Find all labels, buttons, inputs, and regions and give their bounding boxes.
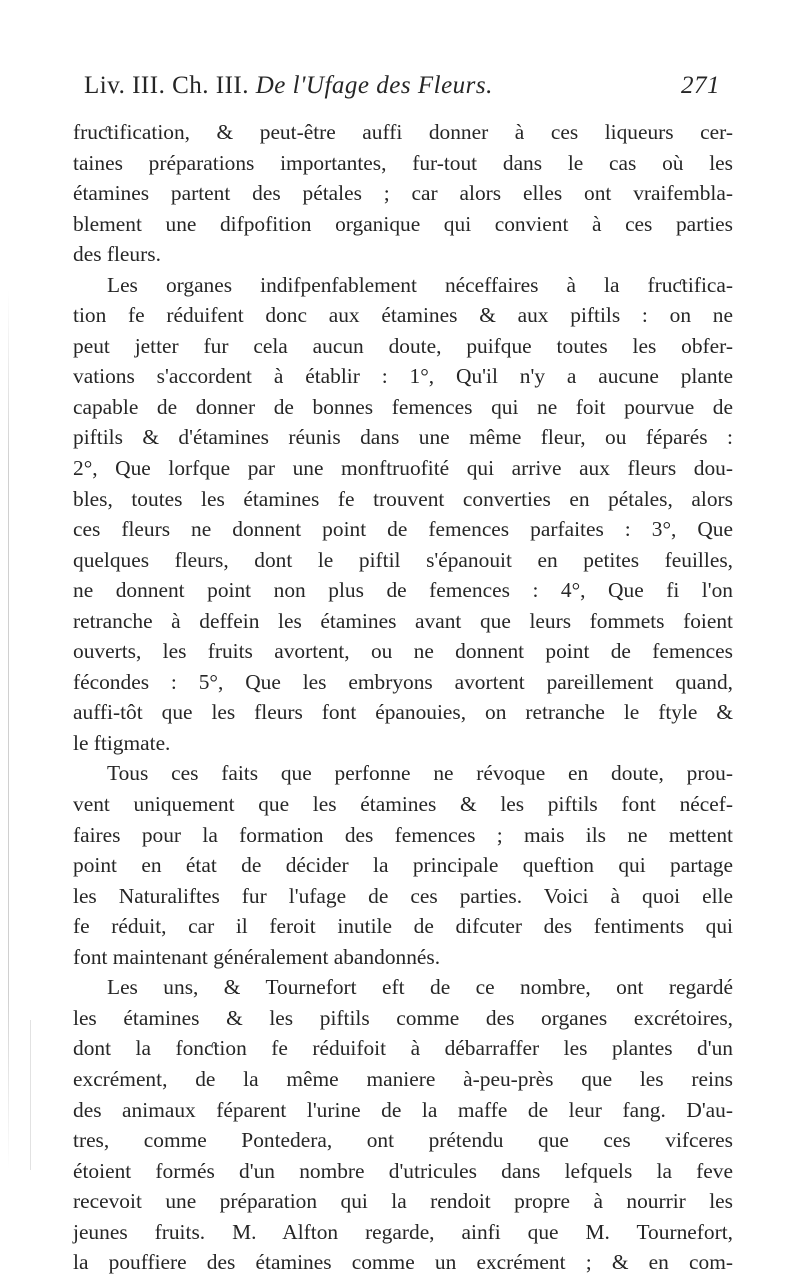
text-line: bles, toutes les étamines fe trouvent converties en pétales, alors — [73, 486, 733, 511]
text-line: excrément, de la même maniere à-peu-près que les reins — [73, 1066, 733, 1091]
text-line: capable de donner de bonnes femences qui ne foit pourvue de — [73, 394, 733, 419]
text-line: ces fleurs ne donnent point de femences parfaites : 3°, Que — [73, 517, 733, 542]
text-line: tres, comme Pontedera, ont prétendu que ces vifceres — [73, 1128, 733, 1153]
running-head-prefix: Liv. III. Ch. III. — [84, 72, 256, 99]
text-line: point en état de décider la principale queftion qui partage — [73, 853, 733, 878]
text-line: ouverts, les fruits avortent, ou ne donnent point de femences — [73, 639, 733, 664]
text-line: taines préparations importantes, fur-tout dans le cas où les — [73, 150, 733, 175]
text-line: Les organes indifpenfablement néceffaires à la fruƈtifica- — [107, 272, 733, 297]
text-line: des fleurs. — [73, 242, 161, 267]
text-line: tion fe réduifent donc aux étamines & aux piftils : on ne — [73, 303, 733, 328]
text-line: étamines partent des pétales ; car alors elles ont vraifembla- — [73, 181, 733, 206]
text-line: la pouffiere des étamines comme un excrément ; & en com- — [73, 1250, 733, 1275]
binding-shadow-lower — [30, 1020, 31, 1170]
text-line: étoient formés d'un nombre d'utricules dans lefquels la feve — [73, 1158, 733, 1183]
text-line: recevoit une préparation qui la rendoit propre à nourrir les — [73, 1189, 733, 1214]
text-line: le ftigmate. — [73, 730, 171, 755]
text-line: jeunes fruits. M. Alfton regarde, ainfi que M. Tournefort, — [73, 1219, 733, 1244]
text-line: auffi-tôt que les fleurs font épanouies, on retranche le ftyle & — [73, 700, 733, 725]
body-text — [73, 117, 733, 1278]
text-line: fécondes : 5°, Que les embryons avortent pareillement quand, — [73, 669, 733, 694]
text-line: font maintenant généralement abandonnés. — [73, 944, 441, 969]
binding-shadow — [8, 290, 9, 1170]
running-head-text — [84, 72, 493, 100]
running-head — [84, 72, 724, 108]
text-line: faires pour la formation des femences ; mais ils ne mettent — [73, 822, 733, 847]
text-line: fe réduit, car il feroit inutile de difcuter des fentiments qui — [73, 914, 733, 939]
text-line: ne donnent point non plus de femences : 4°, Que fi l'on — [73, 578, 733, 603]
text-line: peut jetter fur cela aucun doute, puifque toutes les obfer- — [73, 333, 733, 358]
page-number: 271 — [681, 72, 720, 99]
text-line: vations s'accordent à établir : 1°, Qu'il n'y a aucune plante — [73, 364, 733, 389]
text-line: Tous ces faits que perfonne ne révoque en doute, prou- — [107, 761, 733, 786]
text-line: les étamines & les piftils comme des organes excrétoires, — [73, 1005, 733, 1030]
text-line: Les uns, & Tournefort eft de ce nombre, ont regardé — [107, 975, 733, 1000]
text-line: retranche à deffein les étamines avant que leurs fommets foient — [73, 608, 733, 633]
text-line: 2°, Que lorfque par une monftruofité qui arrive aux fleurs dou- — [73, 456, 733, 481]
text-line: dont la fonƈtion fe réduifoit à débarraffer les plantes d'un — [73, 1036, 733, 1061]
text-line: les Naturaliftes fur l'ufage de ces parties. Voici à quoi elle — [73, 883, 733, 908]
text-line: quelques fleurs, dont le piftil s'épanouit en petites feuilles, — [73, 547, 733, 572]
text-line: fruƈtification, & peut-être auffi donner à ces liqueurs cer- — [73, 120, 733, 144]
text-line: piftils & d'étamines réunis dans une même fleur, ou féparés : — [73, 425, 733, 450]
text-line: vent uniquement que les étamines & les piftils font nécef- — [73, 792, 733, 817]
running-head-title: De l'Ufage des Fleurs. — [255, 72, 493, 99]
text-line: blement une difpofition organique qui convient à ces parties — [73, 211, 733, 236]
text-line: des animaux féparent l'urine de la maffe de leur fang. D'au- — [73, 1097, 733, 1122]
